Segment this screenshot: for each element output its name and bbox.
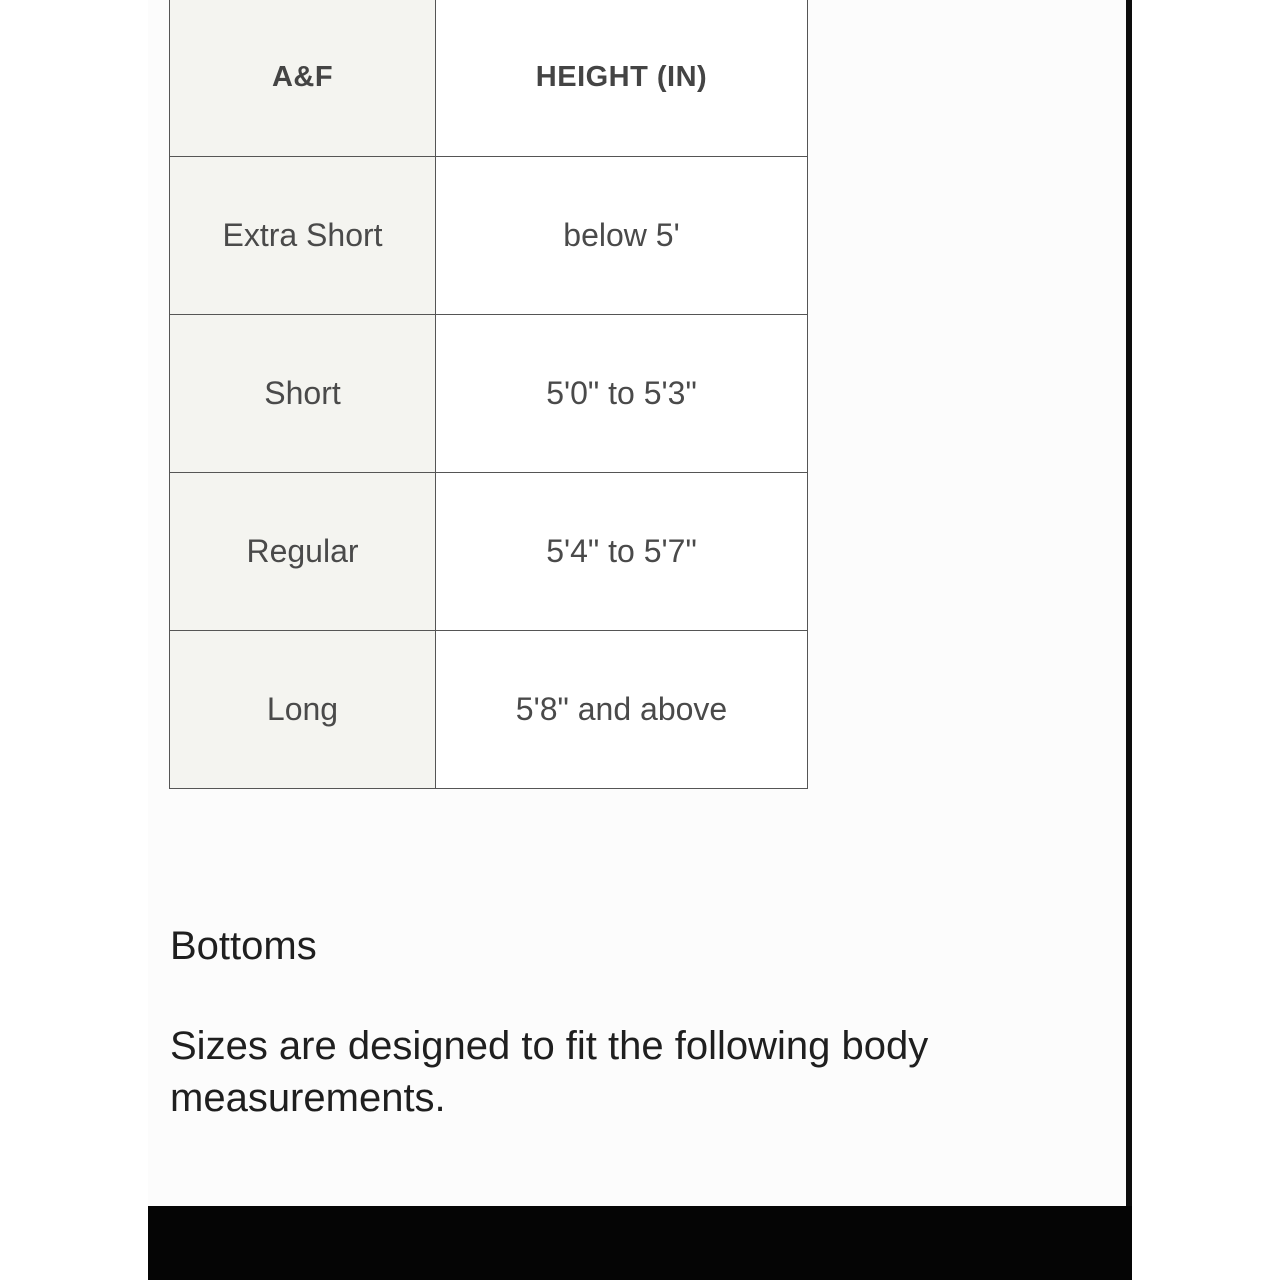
device-frame-bottom-bar: [148, 1206, 1132, 1280]
table-header-row: [170, 0, 808, 157]
size-label-cell: Regular: [170, 473, 436, 631]
height-value-cell: 5'8" and above: [436, 631, 808, 789]
size-label-cell: Short: [170, 315, 436, 473]
table-row: [170, 315, 808, 473]
table-row: [170, 157, 808, 315]
bottoms-section-title: Bottoms: [170, 924, 317, 968]
height-value-cell: below 5': [436, 157, 808, 315]
size-label-cell: Extra Short: [170, 157, 436, 315]
table-row: [170, 631, 808, 789]
table-row: [170, 473, 808, 631]
height-size-table: [169, 0, 808, 789]
height-value-cell: 5'4" to 5'7": [436, 473, 808, 631]
column-header-brand-size: A&F: [170, 0, 436, 157]
height-value-cell: 5'0" to 5'3": [436, 315, 808, 473]
size-label-cell: Long: [170, 631, 436, 789]
device-frame-right-edge: [1126, 0, 1132, 1280]
bottoms-section-description: Sizes are designed to fit the following body measurements.: [170, 1024, 929, 1120]
column-header-height: HEIGHT (IN): [436, 0, 808, 157]
